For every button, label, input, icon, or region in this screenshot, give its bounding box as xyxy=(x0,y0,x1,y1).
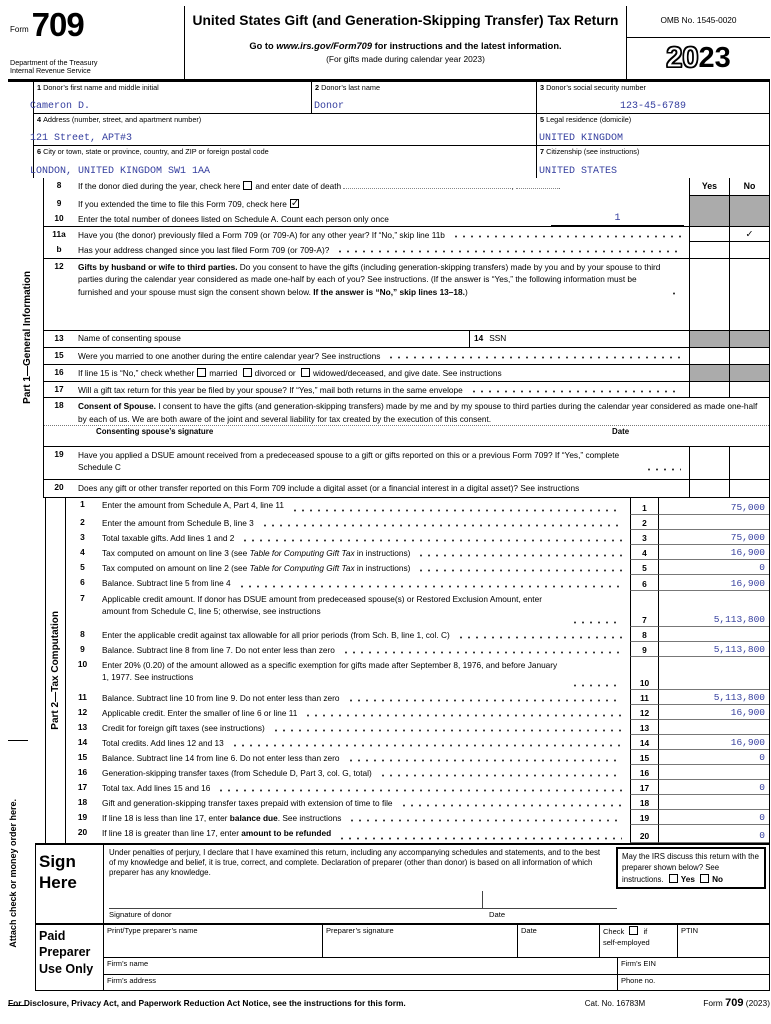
part2-row-11 xyxy=(66,690,769,705)
consenting-spouse-name-field[interactable]: Name of consenting spouse xyxy=(78,333,181,343)
form-goto-line: Go to www.irs.gov/Form709 for instructions and the latest information. xyxy=(249,41,562,51)
discuss-no-checkbox[interactable] xyxy=(700,874,709,883)
donor-info-table xyxy=(30,82,770,178)
dot-leader xyxy=(304,713,622,717)
line-text: Generation-skipping transfer taxes (from Schedule D, Part 3, col. G, total) xyxy=(102,768,372,778)
line-number-box: 8 xyxy=(630,627,659,642)
dot-leader xyxy=(457,635,622,639)
line-text: Applicable credit amount. If donor has DSUE amount from predeceased spouse(s) or Restored Exclusion Amount, enter amount from Schedule C, line 5; otherwise, see instructions xyxy=(102,594,542,617)
line15-yes-cell[interactable] xyxy=(689,348,729,364)
last-name-value[interactable]: Donor xyxy=(314,101,345,112)
part2-row-6 xyxy=(66,575,769,591)
part2-row-8 xyxy=(66,627,769,642)
line-number-box: 2 xyxy=(630,515,659,530)
signature-date-label: Date xyxy=(489,910,506,919)
line-number-box: 19 xyxy=(630,810,659,825)
line20-yes-cell[interactable] xyxy=(689,480,729,497)
form-word: Form xyxy=(10,24,29,34)
line-12-text: Gifts by husband or wife to third parties. Do you consent to have the gifts (including generation-skipping transfers) made by you and by your spouse to third parties during the calendar year considered as made one-half by each of you? See instructions. (If the answer is “Yes,” the following information must be furnished and your spouse must sign the consent shown below. If the answer is “No,” skip lines 13–18.) xyxy=(78,262,661,297)
ssn-value[interactable]: 123-45-6789 xyxy=(619,101,686,112)
amount-field-line-5[interactable]: 0 xyxy=(659,560,769,575)
dot-leader xyxy=(347,698,622,702)
line-number-box: 16 xyxy=(630,765,659,780)
line12-yes-cell[interactable] xyxy=(689,259,729,330)
signature-date-divider xyxy=(482,891,483,908)
field-city: 6 City or town, state or province, country, and ZIP or foreign postal code LONDON, UNITED KINGDOM SW1 1AA xyxy=(30,147,269,177)
check-icon: ✓ xyxy=(745,229,754,240)
line20-no-cell[interactable] xyxy=(729,480,769,497)
city-value[interactable]: LONDON, UNITED KINGDOM SW1 1AA xyxy=(30,166,211,177)
dot-leader xyxy=(400,803,622,807)
line-16-text: If line 15 is “No,” check whether married divorced or widowed/deceased, and give date. See instructions xyxy=(78,368,502,378)
widowed-checkbox[interactable] xyxy=(301,368,310,377)
dot-leader xyxy=(342,650,622,654)
line11b-no-cell[interactable] xyxy=(729,242,769,258)
line10-no-cell xyxy=(729,211,769,226)
dot-leader xyxy=(241,538,622,542)
line-text: Balance. Subtract line 10 from line 9. Do not enter less than zero xyxy=(102,693,340,703)
part2-row-20 xyxy=(66,825,769,843)
line13-no-cell xyxy=(729,331,769,347)
preparer-date-field[interactable]: Date xyxy=(517,925,599,957)
line-11a: 11a Have you (the donor) previously filed a Form 709 (or 709-A) for any other year? If “No,” skip line 11b ✓ xyxy=(44,227,769,242)
line-text: Total taxable gifts. Add lines 1 and 2 xyxy=(102,533,235,543)
line-text: Enter the amount from Schedule A, Part 4, line 11 xyxy=(102,500,285,510)
line-number: 15 xyxy=(77,752,88,762)
amount-field-line-20[interactable]: 0 xyxy=(659,825,769,843)
line-text: Balance. Subtract line 8 from line 7. Do not enter less than zero xyxy=(102,645,335,655)
consent-date-label: Date xyxy=(612,427,630,437)
line-number: 8 xyxy=(80,629,85,639)
line-text: If line 18 is less than line 17, enter balance due. See instructions xyxy=(102,813,342,823)
part2-row-5 xyxy=(66,560,769,575)
line-number: 13 xyxy=(77,722,88,732)
amount-field-line-10[interactable] xyxy=(659,657,769,690)
line17-yes-cell[interactable] xyxy=(689,382,729,397)
line-13-14: 13 Name of consenting spouse 14 SSN xyxy=(44,331,769,348)
line13-yes-cell xyxy=(689,331,729,347)
part2-row-17 xyxy=(66,780,769,795)
calendar-year-note: (For gifts made during calendar year 2023) xyxy=(326,54,485,64)
line-number-box: 7 xyxy=(630,591,659,627)
line-text: Applicable credit. Enter the smaller of line 6 or line 11 xyxy=(102,708,298,718)
line-12: 12 Gifts by husband or wife to third parties. Do you consent to have the gifts (including generation-skipping transfers) made by you and by your spouse to third parties during the calendar year considered as made one-half by each of you? See instructions. (If the answer is “Yes,” the following information must be furnished and your spouse must sign the consent shown below. If the answer is “No,” skip lines 13–18.) xyxy=(44,259,769,331)
part1-label: Part 1—General Information xyxy=(22,271,33,404)
part2-row-19 xyxy=(66,810,769,825)
dot-leader xyxy=(379,773,622,777)
line-text: Total tax. Add lines 15 and 16 xyxy=(102,783,211,793)
line-number: 5 xyxy=(80,562,85,572)
donor-signature-line[interactable] xyxy=(109,908,617,909)
no-column-header: No xyxy=(729,178,769,196)
phone-field[interactable]: Phone no. xyxy=(617,975,769,991)
form-number: 709 xyxy=(31,6,84,43)
dot-leader xyxy=(291,508,622,512)
dot-leader xyxy=(417,553,622,557)
firm-address-field[interactable]: Firm’s address xyxy=(107,976,157,985)
amount-field-line-9[interactable]: 5,113,800 xyxy=(659,642,769,657)
line-18: 18 Consent of Spouse. I consent to have the gifts (and generation-skipping transfers) made by me and by my spouse to third parties during the calendar year considered as made one-half by each of us. We are both aware of the joint and several liability for tax created by the execution of this consent. Consenting spouse’s signature Date xyxy=(44,398,769,447)
dot-leader xyxy=(261,523,622,527)
line-number-box: 9 xyxy=(630,642,659,657)
firm-ein-field[interactable]: Firm’s EIN xyxy=(617,958,769,974)
amount-field-line-1[interactable]: 75,000 xyxy=(659,497,769,515)
line-number: 16 xyxy=(77,767,88,777)
dot-leader xyxy=(336,249,681,253)
amount-field-line-3[interactable]: 75,000 xyxy=(659,530,769,545)
line-number: 12 xyxy=(77,707,88,717)
line-number: 9 xyxy=(80,644,85,654)
line-number-box: 3 xyxy=(630,530,659,545)
address-value[interactable]: 121 Street, APT#3 xyxy=(30,133,133,144)
part2-row-2 xyxy=(66,515,769,530)
line-number-box: 18 xyxy=(630,795,659,810)
amount-field-line-19[interactable]: 0 xyxy=(659,810,769,825)
amount-field-line-14[interactable]: 16,900 xyxy=(659,735,769,750)
part2-row-10 xyxy=(66,657,769,690)
tax-year: 20 23 xyxy=(666,42,731,74)
part2-label: Part 2—Tax Computation xyxy=(46,497,66,843)
line-text: Enter the amount from Schedule B, line 3 xyxy=(102,518,254,528)
form-number-block xyxy=(8,6,185,79)
part2-tax-computation xyxy=(45,497,770,843)
ptin-field[interactable]: PTIN xyxy=(677,925,769,957)
amount-field-line-2[interactable] xyxy=(659,515,769,530)
line-16: 16 If line 15 is “No,” check whether married divorced or widowed/deceased, and give date. See instructions xyxy=(44,365,769,382)
form-header xyxy=(8,6,770,82)
part2-row-15 xyxy=(66,750,769,765)
line-9: 9 If you extended the time to file this Form 709, check here ✓ xyxy=(44,196,769,211)
line17-no-cell[interactable] xyxy=(729,382,769,397)
firm-name-field[interactable]: Firm’s name xyxy=(107,959,149,968)
line-19: 19 Have you applied a DSUE amount received from a predeceased spouse to a gift or gifts reported on this or a previous Form 709? If “Yes,” complete Schedule C xyxy=(44,447,769,480)
dot-leader xyxy=(670,291,681,295)
discuss-yes-checkbox[interactable] xyxy=(669,874,678,883)
part2-row-16 xyxy=(66,765,769,780)
amount-field-line-8[interactable] xyxy=(659,627,769,642)
amount-field-line-17[interactable]: 0 xyxy=(659,780,769,795)
line-number: 4 xyxy=(80,547,85,557)
dot-leader xyxy=(217,788,622,792)
amount-field-line-18[interactable] xyxy=(659,795,769,810)
line-number-box: 4 xyxy=(630,545,659,560)
line-number: 2 xyxy=(80,517,85,527)
line-number-box: 17 xyxy=(630,780,659,795)
signature-of-donor-label: Signature of donor xyxy=(109,910,172,919)
line-text: Enter 20% (0.20) of the amount allowed as a specific exemption for gifts made after September 8, 1976, and before January 1, 1977. See instructions xyxy=(102,660,558,683)
dot-leader xyxy=(338,836,622,840)
line-15: 15 Were you married to one another during the entire calendar year? See instructions xyxy=(44,348,769,365)
amount-field-line-16[interactable] xyxy=(659,765,769,780)
omb-year-block xyxy=(627,6,770,79)
amount-field-line-11[interactable]: 5,113,800 xyxy=(659,690,769,705)
donee-count-field[interactable]: 1 xyxy=(551,213,684,226)
line16-yes-cell xyxy=(689,365,729,381)
preparer-signature-field[interactable]: Preparer’s signature xyxy=(322,925,517,957)
page-footer xyxy=(8,997,770,1009)
line-number-box: 6 xyxy=(630,575,659,591)
part2-row-9 xyxy=(66,642,769,657)
died-checkbox[interactable] xyxy=(243,181,252,190)
dot-leader xyxy=(348,818,622,822)
line-8: 8 If the donor died during the year, check here and enter date of death , . Yes No xyxy=(44,178,769,196)
irs-discuss-box: May the IRS discuss this return with the preparer shown below? See instructions. Yes No xyxy=(616,847,766,889)
dot-leader xyxy=(387,355,681,359)
part2-row-14 xyxy=(66,735,769,750)
line-text: If line 18 is greater than line 17, enter amount to be refunded xyxy=(102,828,332,838)
date-of-death-year-field[interactable] xyxy=(516,181,558,189)
line19-no-cell[interactable] xyxy=(729,447,769,479)
line-text: Gift and generation-skipping transfer taxes prepaid with extension of time to file xyxy=(102,798,393,808)
line-text: Balance. Subtract line 14 from line 6. Do not enter less than zero xyxy=(102,753,340,763)
dot-leader xyxy=(452,234,681,238)
line-text: Enter the applicable credit against tax allowable for all prior periods (from Sch. B, line 1, col. C) xyxy=(102,630,450,640)
line-number-box: 11 xyxy=(630,690,659,705)
line-10: 10 Enter the total number of donees listed on Schedule A. Count each person only once 1 xyxy=(44,211,769,227)
line11a-no-cell[interactable] xyxy=(729,227,769,242)
field-citizenship: 7 Citizenship (see instructions) UNITED STATES xyxy=(536,146,769,178)
consenting-spouse-signature-label: Consenting spouse’s signature xyxy=(96,427,214,437)
dot-leader xyxy=(571,620,622,624)
field-first-name: 1 Donor’s first name and middle initial Cameron D. xyxy=(30,83,159,112)
part2-row-12 xyxy=(66,705,769,720)
part2-row-3 xyxy=(66,530,769,545)
date-of-death-field[interactable] xyxy=(343,181,511,189)
sign-here-label: Sign Here xyxy=(36,845,104,923)
line-number: 17 xyxy=(77,782,88,792)
yes-column-header: Yes xyxy=(689,178,729,196)
dot-leader xyxy=(238,584,622,588)
line-number-box: 12 xyxy=(630,705,659,720)
amount-field-line-7[interactable]: 5,113,800 xyxy=(659,591,769,627)
first-name-value[interactable]: Cameron D. xyxy=(30,101,91,112)
consent-of-spouse-text: Consent of Spouse. I consent to have the gifts (and generation-skipping transfers) made by me and by my spouse to third parties during the calendar year considered as made one-half by each of us. We are both aware of the joint and several liability for tax created by the execution of this consent. xyxy=(78,401,758,424)
extension-checkbox[interactable] xyxy=(290,199,299,208)
line-text: Tax computed on amount on line 3 (see Table for Computing Gift Tax in instructions) xyxy=(102,548,411,558)
line-number: 1 xyxy=(80,499,85,509)
catalog-number: Cat. No. 16783M xyxy=(584,999,646,1008)
line-number: 7 xyxy=(80,593,85,603)
dot-leader xyxy=(571,683,622,687)
dot-leader xyxy=(645,467,681,471)
line-number: 14 xyxy=(77,737,88,747)
line-20: 20 Does any gift or other transfer reported on this Form 709 include a digital asset (or a financial interest in a digital asset)? See instructions xyxy=(44,480,769,497)
omb-number: OMB No. 1545-0020 xyxy=(627,6,770,38)
amount-field-line-4[interactable]: 16,900 xyxy=(659,545,769,560)
part2-row-4 xyxy=(66,545,769,560)
part1-general-information xyxy=(43,178,770,498)
line-number-box: 5 xyxy=(630,560,659,575)
sign-here-section xyxy=(35,843,770,923)
disclosure-notice: For Disclosure, Privacy Act, and Paperwork Reduction Act Notice, see the instructions for this form. xyxy=(8,998,406,1008)
agency-name: Department of the Treasury Internal Revenue Service xyxy=(10,57,98,76)
line-number-box: 20 xyxy=(630,825,659,843)
perjury-declaration: Under penalties of perjury, I declare that I have examined this return, including any accompanying schedules and statements, and to the best of my knowledge and belief, it is true, correct, and complete. Declaration of preparer (other than donor) is based on all information of which preparer has any knowledge. xyxy=(109,848,601,878)
amount-field-line-6[interactable]: 16,900 xyxy=(659,575,769,591)
line-number-box: 15 xyxy=(630,750,659,765)
line9-no-cell xyxy=(729,196,769,211)
paid-preparer-section xyxy=(35,923,770,991)
footer-form-number: Form 709 (2023) xyxy=(703,997,770,1009)
amount-field-line-12[interactable]: 16,900 xyxy=(659,705,769,720)
line-text: Balance. Subtract line 5 from line 4 xyxy=(102,578,231,588)
field-last-name: 2 Donor’s last name Donor xyxy=(311,82,536,113)
line-number: 10 xyxy=(77,659,88,669)
part2-row-13 xyxy=(66,720,769,735)
attach-check-note: Attach check or money order here. xyxy=(7,798,18,948)
dot-leader xyxy=(470,389,681,393)
paid-preparer-label: Paid Preparer Use Only xyxy=(36,925,104,990)
line-number: 20 xyxy=(77,827,88,837)
line11b-yes-cell[interactable] xyxy=(689,242,729,258)
field-ssn: 3 Donor’s social security number 123-45-6789 xyxy=(536,82,769,113)
self-employed-cell: Check if self-employed xyxy=(599,925,677,957)
field-legal-residence: 5 Legal residence (domicile) UNITED KINGDOM xyxy=(536,114,769,145)
line-number: 19 xyxy=(77,812,88,822)
line-number: 18 xyxy=(77,797,88,807)
consenting-spouse-ssn-field[interactable]: 14 SSN xyxy=(469,331,689,347)
line19-yes-cell[interactable] xyxy=(689,447,729,479)
line-number: 3 xyxy=(80,532,85,542)
amount-field-line-15[interactable]: 0 xyxy=(659,750,769,765)
line-number: 6 xyxy=(80,577,85,587)
line10-yes-cell xyxy=(689,211,729,226)
line-number-box: 14 xyxy=(630,735,659,750)
line-text: Tax computed on amount on line 2 (see Table for Computing Gift Tax in instructions) xyxy=(102,563,411,573)
line11a-yes-cell[interactable] xyxy=(689,227,729,242)
dot-leader xyxy=(347,758,622,762)
line12-no-cell[interactable] xyxy=(729,259,769,330)
irs-url-link[interactable]: www.irs.gov/Form709 xyxy=(276,41,373,51)
part2-row-7 xyxy=(66,591,769,627)
part2-row-1 xyxy=(66,497,769,515)
form-title: United States Gift (and Generation-Skipping Transfer) Tax Return xyxy=(192,13,619,28)
part2-row-18 xyxy=(66,795,769,810)
line-number-box: 10 xyxy=(630,657,659,690)
line-8-text: If the donor died during the year, check here and enter date of death , . xyxy=(78,181,561,191)
line-number-box: 1 xyxy=(630,497,659,515)
legal-residence-value[interactable]: UNITED KINGDOM xyxy=(539,133,624,144)
divorced-checkbox[interactable] xyxy=(243,368,252,377)
dot-leader xyxy=(417,568,622,572)
line-number: 11 xyxy=(78,692,87,702)
line9-yes-cell xyxy=(689,196,729,211)
citizenship-value[interactable]: UNITED STATES xyxy=(539,166,618,177)
married-checkbox[interactable] xyxy=(197,368,206,377)
amount-field-line-13[interactable] xyxy=(659,720,769,735)
dot-leader xyxy=(231,743,622,747)
preparer-name-field[interactable]: Print/Type preparer’s name xyxy=(107,926,198,935)
line-number-box: 13 xyxy=(630,720,659,735)
line-17: 17 Will a gift tax return for this year be filed by your spouse? If “Yes,” mail both returns in the same envelope xyxy=(44,382,769,398)
dot-leader xyxy=(272,728,622,732)
check-icon: ✓ xyxy=(290,198,300,209)
field-address: 4 Address (number, street, and apartment number) 121 Street, APT#3 xyxy=(30,115,202,144)
self-employed-checkbox[interactable] xyxy=(629,926,638,935)
attach-bracket-top xyxy=(8,740,28,741)
line15-no-cell[interactable] xyxy=(729,348,769,364)
line-text: Credit for foreign gift taxes (see instructions) xyxy=(102,723,265,733)
line16-no-cell xyxy=(729,365,769,381)
line-11b: b Has your address changed since you last filed Form 709 (or 709-A)? xyxy=(44,242,769,259)
line-text: Total credits. Add lines 12 and 13 xyxy=(102,738,224,748)
form-title-block xyxy=(185,6,627,79)
